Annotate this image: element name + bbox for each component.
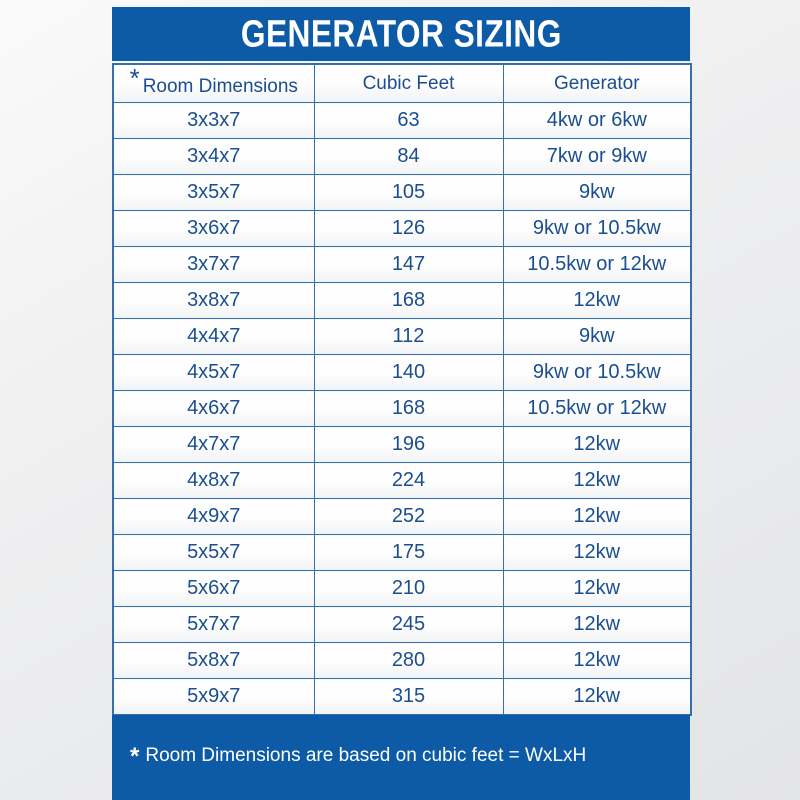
cell-room-dimensions: 4x7x7 [113,427,314,463]
cell-generator: 12kw [503,679,691,716]
table-row [113,607,691,643]
table-header-row [113,64,691,103]
generator-sizing-table [112,63,692,716]
cell-room-dimensions: 3x8x7 [113,283,314,319]
column-header-generator [503,64,691,103]
cell-cubic-feet: 168 [314,283,503,319]
footnote-text: Room Dimensions are based on cubic feet = WxLxH [145,745,587,766]
cell-cubic-feet: 252 [314,499,503,535]
cell-room-dimensions: 4x5x7 [113,355,314,391]
table-row [113,319,691,355]
cell-generator: 12kw [503,283,691,319]
column-header-label: Generator [553,72,640,94]
cell-room-dimensions: 5x5x7 [113,535,314,571]
table-row [113,463,691,499]
column-header-label: Room Dimensions [142,76,298,97]
asterisk-note-marker: * [129,64,140,93]
cell-room-dimensions: 5x8x7 [113,643,314,679]
cell-room-dimensions: 4x4x7 [113,319,314,355]
cell-cubic-feet: 245 [314,607,503,643]
cell-room-dimensions: 5x6x7 [113,571,314,607]
cell-cubic-feet: 147 [314,247,503,283]
cell-generator: 7kw or 9kw [503,139,691,175]
cell-generator: 9kw [503,319,691,355]
cell-generator: 10.5kw or 12kw [503,247,691,283]
cell-cubic-feet: 112 [314,319,503,355]
cell-room-dimensions: 3x6x7 [113,211,314,247]
cell-cubic-feet: 280 [314,643,503,679]
table-row [113,355,691,391]
cell-generator: 10.5kw or 12kw [503,391,691,427]
cell-room-dimensions: 4x8x7 [113,463,314,499]
cell-cubic-feet: 315 [314,679,503,716]
cell-generator: 12kw [503,463,691,499]
table-row [113,175,691,211]
cell-generator: 12kw [503,571,691,607]
table-row [113,139,691,175]
cell-room-dimensions: 3x5x7 [113,175,314,211]
cell-cubic-feet: 224 [314,463,503,499]
title-banner [112,7,690,61]
cell-cubic-feet: 126 [314,211,503,247]
table-row [113,391,691,427]
cell-cubic-feet: 210 [314,571,503,607]
column-header-room-dimensions [113,64,314,103]
cell-room-dimensions: 5x9x7 [113,679,314,716]
cell-generator: 12kw [503,535,691,571]
table-body [113,103,691,716]
cell-room-dimensions: 4x9x7 [113,499,314,535]
cell-cubic-feet: 196 [314,427,503,463]
cell-generator: 4kw or 6kw [503,103,691,139]
cell-cubic-feet: 175 [314,535,503,571]
table-row [113,499,691,535]
cell-room-dimensions: 3x4x7 [113,139,314,175]
table-row [113,211,691,247]
cell-room-dimensions: 4x6x7 [113,391,314,427]
table-row [113,283,691,319]
table-row [113,643,691,679]
cell-generator: 12kw [503,643,691,679]
table-row [113,247,691,283]
table-row [113,679,691,716]
table-row [113,427,691,463]
cell-room-dimensions: 5x7x7 [113,607,314,643]
cell-cubic-feet: 105 [314,175,503,211]
column-header-label: Cubic Feet [362,72,455,94]
cell-generator: 9kw [503,175,691,211]
table-row [113,103,691,139]
cell-generator: 12kw [503,499,691,535]
cell-generator: 9kw or 10.5kw [503,211,691,247]
cell-generator: 12kw [503,427,691,463]
cell-cubic-feet: 168 [314,391,503,427]
cell-room-dimensions: 3x7x7 [113,247,314,283]
cell-cubic-feet: 84 [314,139,503,175]
cell-room-dimensions: 3x3x7 [113,103,314,139]
asterisk-note-marker: * [130,743,140,770]
table-row [113,535,691,571]
cell-cubic-feet: 63 [314,103,503,139]
cell-cubic-feet: 140 [314,355,503,391]
footnote-panel [112,715,690,800]
page-title: GENERATOR SIZING [240,11,562,55]
column-header-cubic-feet [314,64,503,103]
table-row [113,571,691,607]
cell-generator: 9kw or 10.5kw [503,355,691,391]
cell-generator: 12kw [503,607,691,643]
